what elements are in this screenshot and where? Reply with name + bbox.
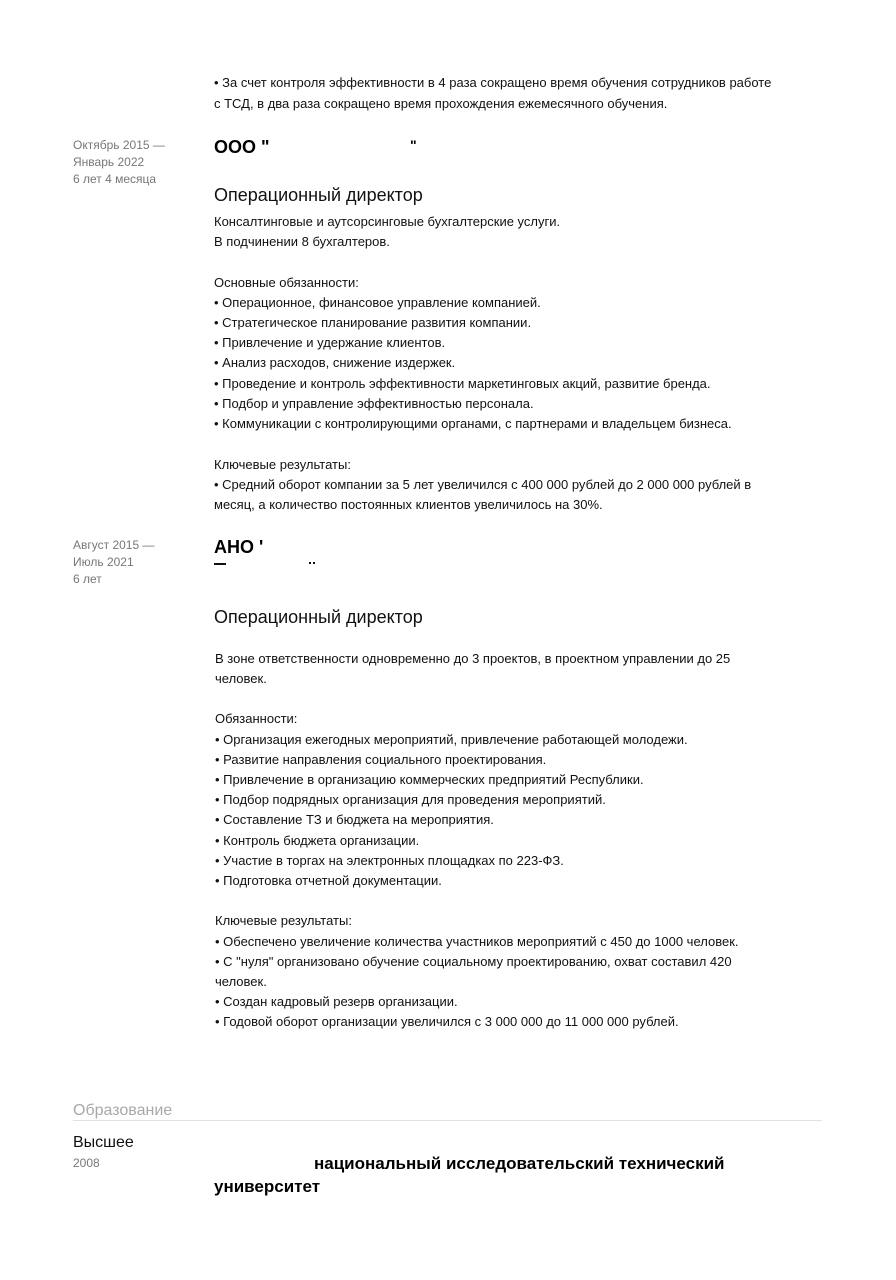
job2-company-name: АНО ' [214,537,264,557]
job1-line: • Привлечение и удержание клиентов. [214,335,446,350]
university-name: университет [214,1177,321,1196]
job1-period-end: Январь 2022 [73,155,145,169]
job2-line: Обязанности: [215,711,298,726]
job1-company-name: ООО " [214,137,270,157]
job2-line: • Участие в торгах на электронных площадках по 223-ФЗ. [215,853,564,868]
job2-line: • Контроль бюджета организации. [215,833,420,848]
university-name: национальный исследовательский технический [314,1154,725,1173]
job1-line: В подчинении 8 бухгалтеров. [214,234,390,249]
job2-line: В зоне ответственности одновременно до 3 проектов, в проектном управлении до 25 [215,651,731,666]
job2-line: • Обеспечено увеличение количества участников мероприятий с 450 до 1000 человек. [215,934,739,949]
job1-line: • Анализ расходов, снижение издержек. [214,355,456,370]
job2-line: человек. [215,974,267,989]
job1-line: • Проведение и контроль эффективности маркетинговых акций, развитие бренда. [214,376,711,391]
job2-line: человек. [215,671,267,686]
section-divider [73,1120,822,1121]
education-section-title: Образование [73,1102,173,1119]
redaction-remnant [309,562,311,564]
job1-line: месяц, а количество постоянных клиентов увеличилось на 30%. [214,497,603,512]
redaction-remnant [313,562,315,564]
job2-period-start: Август 2015 — [73,538,155,552]
job1-line: • Стратегическое планирование развития компании. [214,315,532,330]
redaction-remnant [214,563,226,565]
job1-line: • Коммуникации с контролирующими органами, с партнерами и владельцем бизнеса. [214,416,732,431]
job1-period-start: Октябрь 2015 — [73,138,165,152]
job2-line: • Подбор подрядных организация для проведения мероприятий. [215,792,606,807]
prev-job-line: • За счет контроля эффективности в 4 раза сокращено время обучения сотрудников работе [214,75,772,90]
job2-line: Ключевые результаты: [215,913,352,928]
job2-period-end: Июль 2021 [73,555,134,569]
job2-duration: 6 лет [73,572,102,586]
job1-line: • Подбор и управление эффективностью персонала. [214,396,534,411]
prev-job-line: с ТСД, в два раза сокращено время прохождения ежемесячного обучения. [214,96,668,111]
job2-line: • С "нуля" организовано обучение социальному проектированию, охват составил 420 [215,954,732,969]
job2-line: • Организация ежегодных мероприятий, привлечение работающей молодежи. [215,732,688,747]
job2-line: • Составление ТЗ и бюджета на мероприятия. [215,812,494,827]
job2-line: • Подготовка отчетной документации. [215,873,442,888]
job2-position: Операционный директор [214,607,423,627]
job1-line: • Операционное, финансовое управление компанией. [214,295,541,310]
job1-line: Основные обязанности: [214,275,359,290]
job1-line: Ключевые результаты: [214,457,351,472]
job1-line: • Средний оборот компании за 5 лет увеличился с 400 000 рублей до 2 000 000 рублей в [214,477,752,492]
job2-line: • Годовой оборот организации увеличился с 3 000 000 до 11 000 000 рублей. [215,1014,679,1029]
job1-position: Операционный директор [214,185,423,205]
job2-line: • Создан кадровый резерв организации. [215,994,458,1009]
education-level: Высшее [73,1134,134,1151]
job1-duration: 6 лет 4 месяца [73,172,157,186]
job1-line: Консалтинговые и аутсорсинговые бухгалтерские услуги. [214,214,561,229]
job1-company-name-end: " [410,137,417,153]
job2-line: • Развитие направления социального проектирования. [215,752,547,767]
job2-line: • Привлечение в организацию коммерческих предприятий Республики. [215,772,644,787]
education-year: 2008 [73,1156,100,1170]
